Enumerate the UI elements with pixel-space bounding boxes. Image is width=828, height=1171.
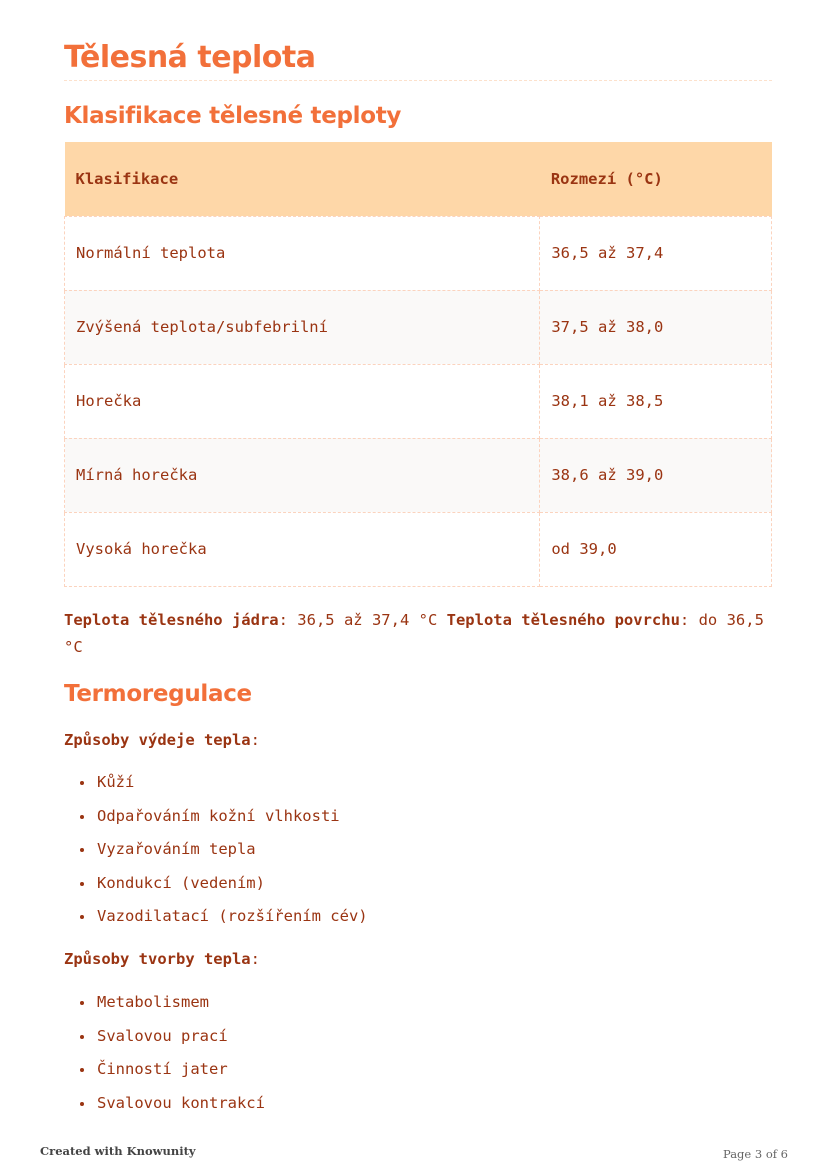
list-item: Činností jater [64, 1053, 265, 1087]
list-item: Svalovou prací [64, 1020, 265, 1054]
table-cell-range: 37,5 až 38,0 [540, 290, 772, 364]
list-item: Kůží [64, 766, 368, 800]
heat-loss-colon: : [250, 731, 260, 749]
page-title: Tělesná teplota [64, 40, 316, 75]
table-row [65, 216, 772, 290]
heat-gen-colon: : [250, 950, 260, 968]
table-cell-classification: Mírná horečka [65, 438, 540, 512]
table-cell-classification: Vysoká horečka [65, 512, 540, 586]
heat-loss-heading [64, 731, 260, 749]
table-cell-classification: Horečka [65, 364, 540, 438]
heat-loss-label: Způsoby výdeje tepla [64, 731, 251, 749]
heat-gen-heading [64, 950, 260, 968]
section-heading-thermoregulation: Termoregulace [64, 681, 252, 707]
page-number: Page 3 of 6 [722, 1147, 788, 1161]
table-cell-range: 36,5 až 37,4 [540, 216, 772, 290]
column-header: Klasifikace [65, 142, 540, 216]
table-row [65, 438, 772, 512]
heat-gen-label: Způsoby tvorby tepla [64, 950, 251, 968]
table-row [65, 290, 772, 364]
column-header: Rozmezí (°C) [540, 142, 772, 216]
footer-credit: Created with Knowunity [40, 1144, 196, 1158]
table-header-row [65, 142, 772, 216]
core-temp-value: : 36,5 až 37,4 °C [278, 611, 447, 629]
heat-gen-list [64, 986, 265, 1120]
table-cell-classification: Normální teplota [65, 216, 540, 290]
list-item: Vyzařováním tepla [64, 833, 368, 867]
heat-loss-list [64, 766, 368, 934]
surface-temp-value: : do 36,5 °C [64, 611, 764, 656]
list-item: Vazodilatací (rozšířením cév) [64, 900, 368, 934]
core-temp-label: Teplota tělesného jádra [64, 611, 279, 629]
surface-temp-label: Teplota tělesného povrchu [446, 611, 680, 629]
list-item: Kondukcí (vedením) [64, 867, 368, 901]
table-row [65, 364, 772, 438]
section-heading-classification: Klasifikace tělesné teploty [64, 103, 402, 129]
table-cell-range: 38,6 až 39,0 [540, 438, 772, 512]
title-divider [64, 80, 772, 81]
table-cell-range: od 39,0 [540, 512, 772, 586]
temperature-paragraph [64, 607, 772, 661]
list-item: Metabolismem [64, 986, 265, 1020]
table-cell-classification: Zvýšená teplota/subfebrilní [65, 290, 540, 364]
list-item: Svalovou kontrakcí [64, 1087, 265, 1121]
table-cell-range: 38,1 až 38,5 [540, 364, 772, 438]
temperature-table [64, 142, 772, 587]
list-item: Odpařováním kožní vlhkosti [64, 800, 368, 834]
table-row [65, 512, 772, 586]
